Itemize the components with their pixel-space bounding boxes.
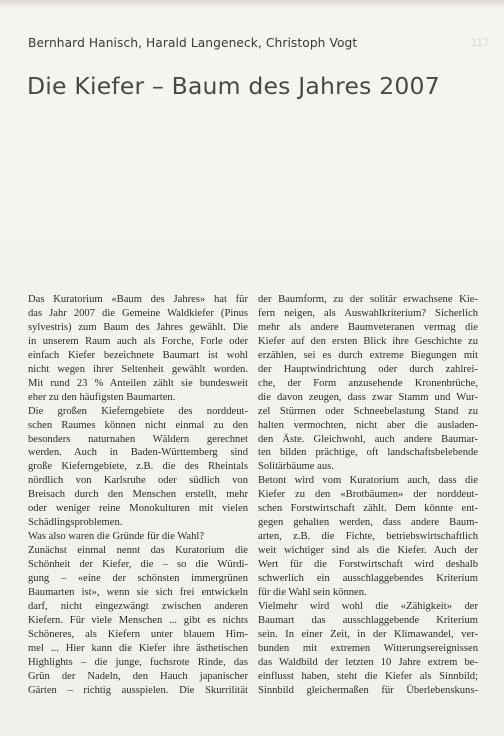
text-line: zel Stürmen oder Schneebelastung Stand zu [258,405,478,417]
text-line: schen Forstwirtschaft zählt. Dem könnte ent- [258,503,478,515]
text-line: weit wichtiger sind als die Kiefer. Auch der [258,545,478,557]
text-line: Highlights – die junge, fuchsrote Rinde, das [28,656,248,668]
text-line: Baumarten ist», wenn sie sich frei entwickeln [28,587,248,599]
text-line: Solitärbäume aus. [258,461,334,473]
text-line: Schöneres, als Kiefern unter blauem Him- [28,628,248,640]
text-line: in unserem Raum auch als Forche, Forle oder [28,335,248,347]
text-line: gung – «eine der schönsten immergrünen [28,573,248,585]
article-authors: Bernhard Hanisch, Harald Langeneck, Christoph Vogt [28,36,358,50]
text-line: Zunächst einmal nennt das Kuratorium die [28,545,248,557]
text-column-right [258,293,478,698]
text-line: darf, nicht eingezwängt zwischen anderen [28,600,248,612]
text-line: Vielmehr wird wohl die «Zähigkeit» der [258,600,478,612]
page-number: 117 [470,37,490,49]
text-line: nördlich von Karlsruhe oder südlich von [28,475,248,487]
text-line: Schönheit der Kiefer, die – so die Würdi- [28,559,248,571]
text-line: mel ... Hier kann die Kiefer ihre ästhetischen [28,642,248,654]
header-band [0,0,504,8]
text-line: Betont wird vom Kuratorium auch, dass die [258,475,478,487]
text-line: Grün der Nadeln, den Hauch japanischer [28,670,248,682]
text-line: erzählen, sei es durch extreme Biegungen mit [258,349,478,361]
text-line: halten vermochten, nicht aber die ausladen- [258,419,478,431]
text-line: gegen gehalten werden, dass andere Baum- [258,517,478,529]
text-line: nicht wegen ihrer Seltenheit gewählt worden. [28,363,248,375]
text-line: Kiefer auf den ersten Blick ihre Geschichte zu [258,335,478,347]
text-line: Breisach durch den Menschen erstellt, mehr [28,489,248,501]
text-line: den Äste. Gleichwohl, auch andere Baumar- [258,433,478,445]
text-line: Wert für die Forstwirtschaft wird deshalb [258,559,478,571]
text-line: ten bilden prächtige, oft landschaftsbelebende [258,447,478,459]
text-line: che, der Form anzusehende Kronenbrüche, [258,377,478,389]
text-line: Kiefer zu den «Brotbäumen» der norddeut- [258,489,478,501]
text-line: oder weniger reine Monokulturen mit vielen [28,503,248,515]
text-line: das Waldbild der letzten 10 Jahre extrem be- [258,656,478,668]
text-line: einflusst haben, steht die Kiefer als Sinnbild; [258,670,478,682]
text-line: eher zu den häufigsten Baumarten. [28,391,176,403]
text-line: Mit rund 23 % Anteilen zählt sie bundesweit [28,377,248,389]
text-line: bunden mit extremen Witterungsereignissen [258,642,478,654]
article-title: Die Kiefer – Baum des Jahres 2007 [27,72,440,100]
text-line: sein. In einer Zeit, in der Klimawandel, ver- [258,628,478,640]
text-line: fern neigen, als Auswahlkriterium? Sicherlich [258,307,478,319]
text-line: Schädlingsproblemen. [28,517,123,529]
text-line: schen Raumes können nicht einmal zu den [28,419,248,431]
text-line: Die großen Kieferngebiete des norddeut- [28,405,248,417]
text-line: große Kieferngebiete, z.B. die des Rheintals [28,461,248,473]
text-line: werden. Auch in Baden-Württemberg sind [28,447,248,459]
text-line: sylvestris) zum Baum des Jahres gewählt. Die [28,321,248,333]
text-line: arten, z.B. die Fichte, betriebswirtschaftlich [258,531,478,543]
text-line: der Hauptwindrichtung oder durch zahlrei- [258,363,478,375]
text-line: die davon zeugen, dass zwar Stamm und Wur- [258,391,478,403]
text-line: Baumart das ausschlaggebende Kriterium [258,614,478,626]
text-line: Das Kuratorium «Baum des Jahres» hat für [28,294,248,305]
text-line: Was also waren die Gründe für die Wahl? [28,531,205,543]
text-line: mehr als andere Baumveteranen vermag die [258,321,478,333]
text-line: der Baumform, zu der solitär erwachsene Kie- [258,294,478,305]
text-line: Sinnbild gleichermaßen für Überlebenskuns- [258,684,478,696]
text-line: das Jahr 2007 die Gemeine Waldkiefer (Pinus [28,307,248,319]
text-column-left [28,293,248,698]
text-line: Gärten – richtig ausspielen. Die Skurrilität [28,684,248,696]
text-line: einfach Kiefer bezeichnete Baumart ist wohl [28,349,248,361]
text-line: besonders naturnahen Wäldern gerechnet [28,433,248,445]
text-line: für die Wahl sein können. [258,587,367,599]
text-line: Kiefern. Für viele Menschen ... gibt es nichts [28,614,248,626]
text-line: schwerlich ein ausschlaggebendes Kriterium [258,573,478,585]
